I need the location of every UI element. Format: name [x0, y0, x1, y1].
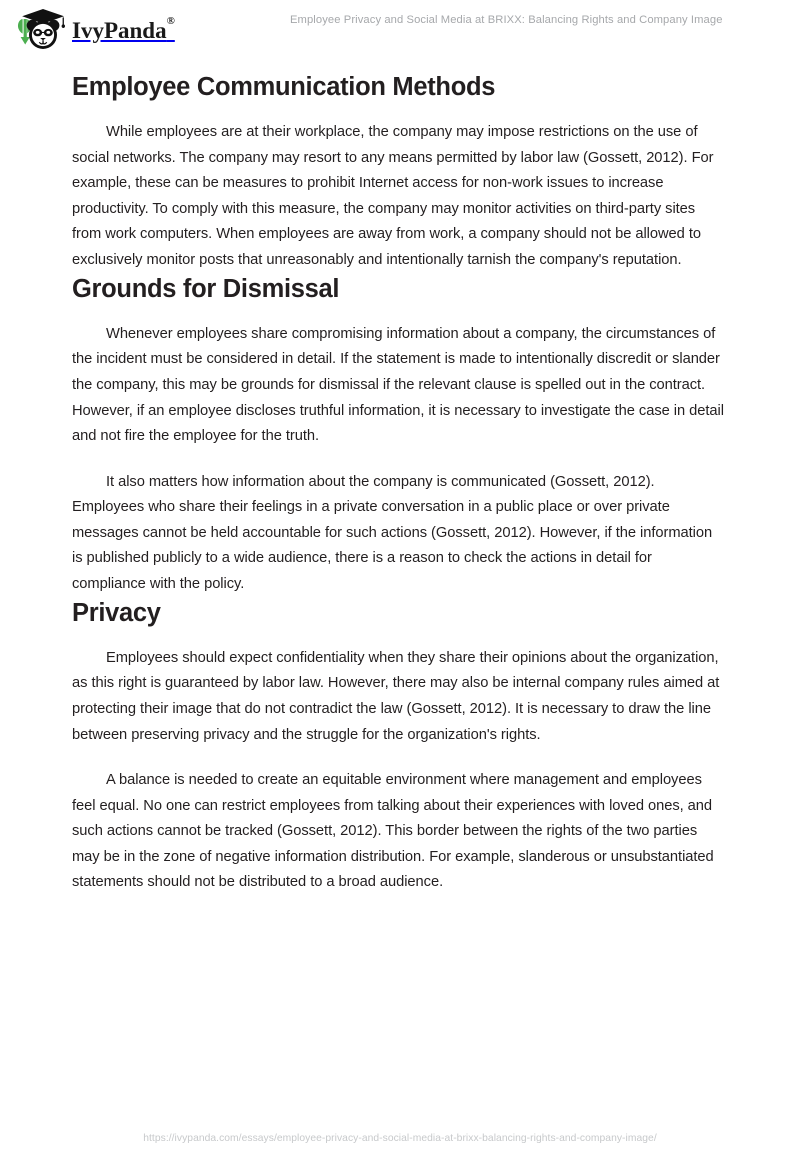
section-heading-grounds-for-dismissal: Grounds for Dismissal	[72, 274, 340, 303]
section-heading-privacy: Privacy	[72, 598, 161, 627]
section-heading-employee-communication-methods: Employee Communication Methods	[72, 73, 496, 101]
paragraph: While employees are at their workplace, the company may impose restrictions on the use of social networks. The company may resort to any means permitted by labor law (Gossett, 2012). For example, these can be measures to prohibit Internet access for non-work issues to increase productivity. To comply with this measure, the company may monitor activities on third-party sites from work computers. When employees are away from work, a company should not be allowed to exclusively monitor posts that unreasonably and intentionally tarnish the company's reputation.	[72, 124, 714, 269]
brand-logo-link[interactable]	[12, 6, 175, 52]
page-footer	[0, 1128, 800, 1146]
document-body	[72, 72, 724, 896]
page-header	[0, 0, 800, 58]
paragraph: Employees should expect confidentiality when they share their opinions about the organization, as this right is guaranteed by labor law. However, there may also be internal company rules aimed at protecting their image that do not contradict the law (Gossett, 2012). It is necessary to draw the line between preserving privacy and the struggle for the organization's rights.	[72, 649, 720, 743]
brand-name: IvyPanda®	[72, 14, 175, 43]
paragraph: Whenever employees share compromising information about a company, the circumstances of the incident must be considered in detail. If the statement is made to intentionally discredit or slander the company, this may be grounds for dismissal if the relevant clause is spelled out in the contract. However, if an employee discloses truthful information, it is necessary to investigate the case in detail and not fire the employee for the truth.	[72, 325, 724, 445]
paragraph: It also matters how information about the company is communicated (Gossett, 2012). Employees who share their feelings in a private conversation in a public place or over private messages cannot be held accountable for such actions (Gossett, 2012). However, if the information is published publicly to a wide audience, there is a reason to check the actions in detail for compliance with the policy.	[72, 473, 713, 593]
running-head-title: Employee Privacy and Social Media at BRIXX: Balancing Rights and Company Image	[290, 14, 723, 26]
panda-graduate-logo-icon	[12, 7, 70, 51]
paragraph: A balance is needed to create an equitable environment where management and employees feel equal. No one can restrict employees from talking about their experiences with loved ones, and such actions cannot be tracked (Gossett, 2012). This border between the rights of the two parties may be in the zone of negative information distribution. For example, slanderous or unsubstantiated statements should not be distributed to a broad audience.	[72, 772, 714, 891]
registered-trademark-icon: ®	[166, 14, 175, 27]
source-url[interactable]: https://ivypanda.com/essays/employee-privacy-and-social-media-at-brixx-balancing-rights-and-company-image/	[143, 1133, 657, 1144]
